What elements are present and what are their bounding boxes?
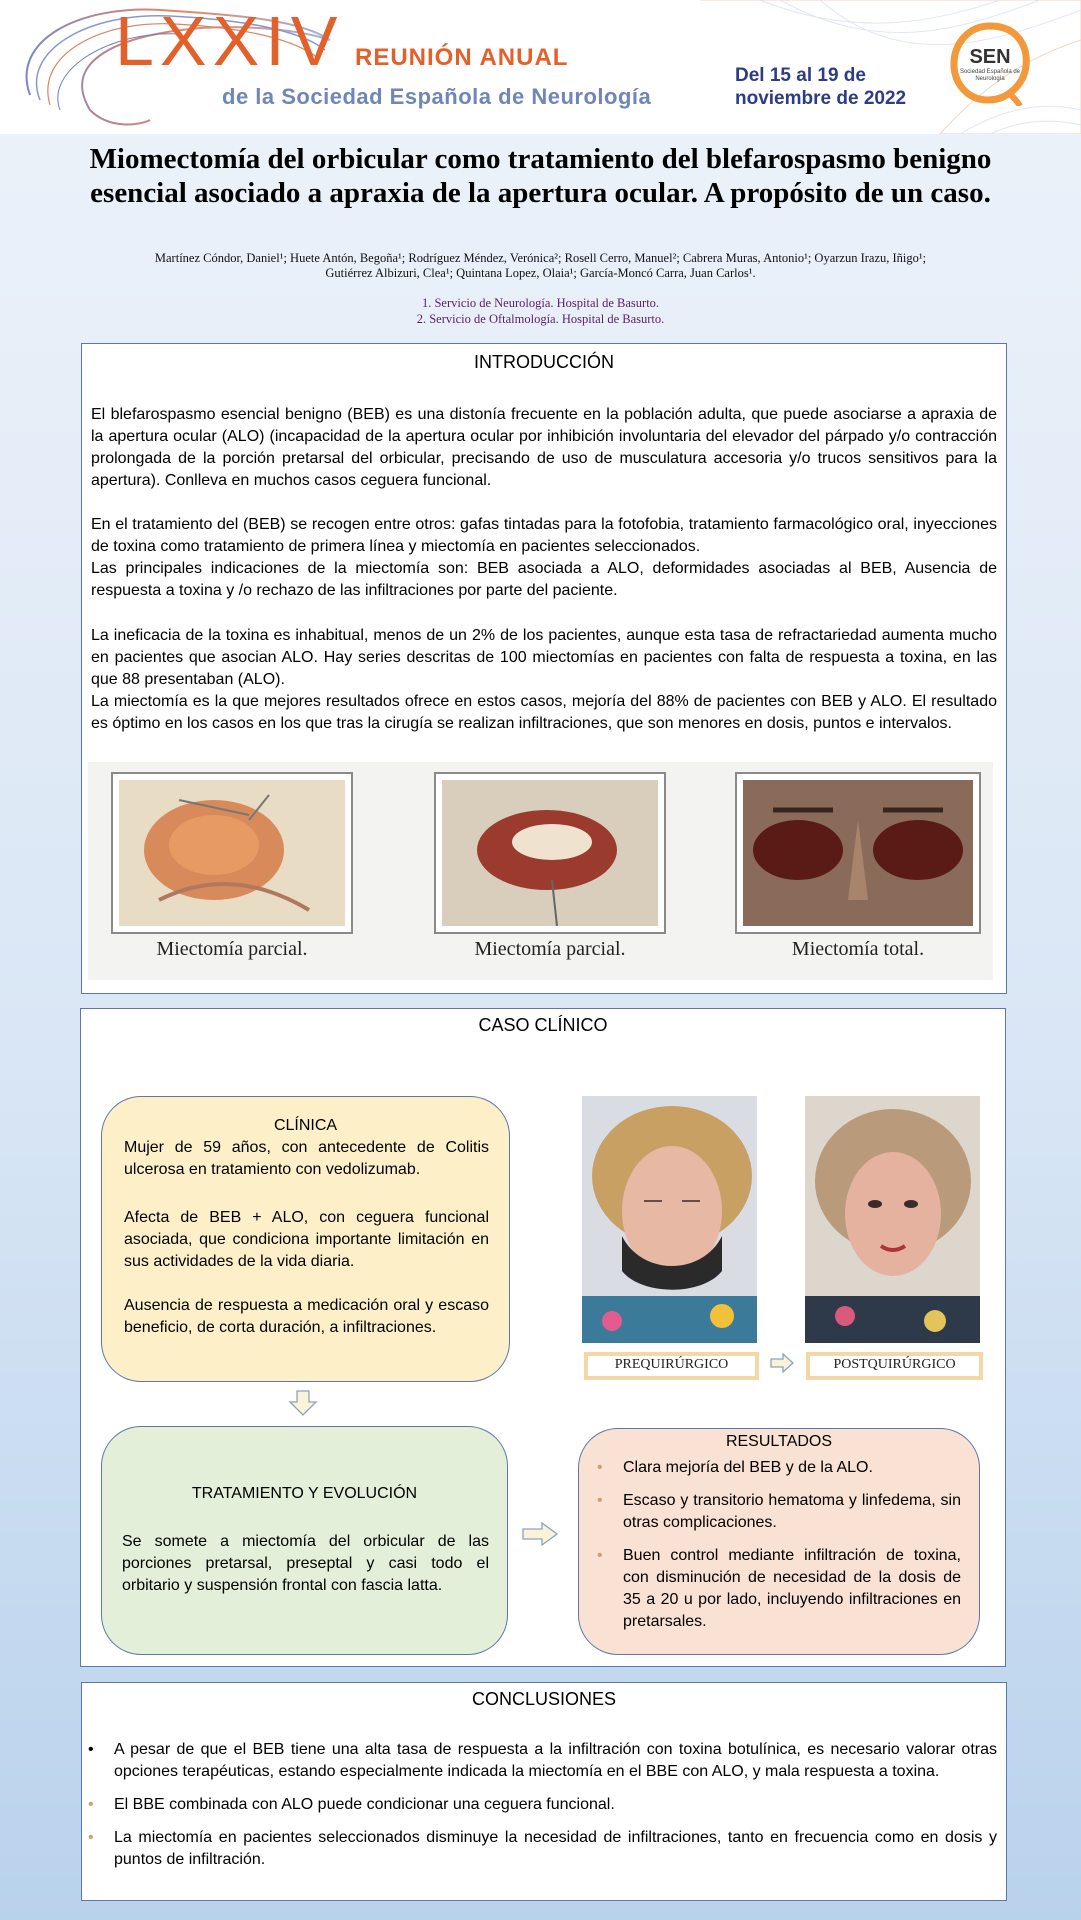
post-surgery-label: POSTQUIRÚRGICO xyxy=(806,1352,983,1380)
dates-line-2: noviembre de 2022 xyxy=(735,88,907,109)
arrow-down-icon xyxy=(288,1390,318,1416)
clinica-box xyxy=(101,1096,510,1382)
conclusion-item: • El BBE combinada con ALO puede condicionar una ceguera funcional. xyxy=(82,1794,997,1816)
intro-paragraph-2: En el tratamiento del (BEB) se recogen entre otros: gafas tintadas para la fotofobia, tratamiento farmacológico oral, inyecciones de toxina como tratamiento de primera línea y miectomía en pacientes seleccionados. xyxy=(91,516,997,555)
affiliation-2: 2. Servicio de Oftalmología. Hospital de Basurto. xyxy=(416,312,665,326)
conclusion-item: • A pesar de que el BEB tiene una alta tasa de respuesta a la infiltración con toxina botulínica, es necesario valorar otras opciones terapéuticas, estando especialmente indicada la miectomía en el BBE con ALO, y mala respuesta a toxina. xyxy=(82,1739,997,1783)
society-name: de la Sociedad Española de Neurología xyxy=(222,84,652,109)
dates-line-1: Del 15 al 19 de xyxy=(735,65,866,86)
sen-logo-text: SEN xyxy=(969,46,1011,68)
surgery-image-1 xyxy=(119,780,345,926)
surgery-caption-2: Miectomía parcial. xyxy=(474,938,626,960)
intro-paragraph-1: El blefarospasmo esencial benigno (BEB) es una distonía frecuente en la población adulta, que puede asociarse a apraxia de la apertura ocular (ALO) (incapacidad de la apertura ocular por inhibición involuntaria del elevador del párpado y/o contracción prolongada de la porción pretarsal del orbicular, precisando de uso de musculatura accesoria y/o trucos sensitivos para la apertura). Conlleva en muchos casos ceguera funcional. xyxy=(91,406,997,489)
surgery-photo-1 xyxy=(111,772,353,934)
authors xyxy=(90,251,991,281)
conclusions-panel xyxy=(81,1682,1007,1901)
header-banner xyxy=(0,0,1081,134)
resultado-item: • Buen control mediante infiltración de toxina, con disminución de necesidad de la dosis de 35 a 20 u por lado, incluyendo infiltraciones en pretarsales. xyxy=(591,1545,961,1633)
resultado-item: • Clara mejoría del BEB y de la ALO. xyxy=(591,1457,961,1479)
resultados-title: RESULTADOS xyxy=(725,1433,833,1450)
pre-surgery-photo xyxy=(582,1096,757,1343)
pre-surgery-portrait xyxy=(582,1096,757,1343)
meeting-title: REUNIÓN ANUAL xyxy=(355,44,569,71)
pre-surgery-label: PREQUIRÚRGICO xyxy=(584,1352,759,1380)
case-heading: CASO CLÍNICO xyxy=(478,1015,608,1035)
poster-title: Miomectomía del orbicular como tratamiento del blefarospasmo benigno esencial asociado a apraxia de la apertura ocular. A propósito de un caso. xyxy=(89,143,992,209)
tratamiento-box xyxy=(101,1426,508,1655)
clinica-title: CLÍNICA xyxy=(273,1117,338,1134)
conclusions-heading: CONCLUSIONES xyxy=(471,1689,617,1709)
surgery-caption-3: Miectomía total. xyxy=(791,938,925,960)
intro-paragraph-3: Las principales indicaciones de la miectomía son: BEB asociada a ALO, deformidades asociadas al BEB, Ausencia de respuesta a toxina y /o rechazo de las infiltraciones por parte del paciente. xyxy=(91,560,997,599)
authors-line-1: Martínez Cóndor, Daniel¹; Huete Antón, Begoña¹; Rodríguez Méndez, Verónica²; Rosell Cerro, Manuel²; Cabrera Muras, Antonio¹; Oyarzun Irazu, Iñigo¹; xyxy=(154,251,927,265)
resultados-list xyxy=(591,1457,961,1644)
arrow-right-icon-2 xyxy=(522,1522,558,1546)
meeting-dates xyxy=(735,64,935,110)
clinica-paragraph-3: Ausencia de respuesta a medicación oral y escaso beneficio, de corta duración, a infiltraciones. xyxy=(124,1297,489,1336)
intro-paragraph-5: La miectomía es la que mejores resultados ofrece en estos casos, mejoría del 88% de pacientes con BEB y ALO. El resultado es óptimo en los casos en los que tras la cirugía se realizan infiltraciones, que son menores en dosis, puntos e intervalos. xyxy=(91,693,997,732)
tratamiento-title: TRATAMIENTO Y EVOLUCIÓN xyxy=(191,1485,418,1502)
intro-heading: INTRODUCCIÓN xyxy=(474,352,614,372)
surgery-caption-1: Miectomía parcial. xyxy=(156,938,308,960)
intro-paragraph-4: La ineficacia de la toxina es inhabitual, menos de un 2% de los pacientes, aunque esta tasa de refractariedad aumenta mucho en pacientes que asocian ALO. Hay series descritas de 100 miectomías en pacientes con falta de respuesta a toxina, en las que 88 presentaban (ALO). xyxy=(91,627,997,688)
clinica-paragraph-2: Afecta de BEB + ALO, con ceguera funcional asociada, que condiciona importante limitación en sus actividades de la vida diaria. xyxy=(124,1209,489,1270)
tratamiento-text: Se somete a miectomía del orbicular de las porciones pretarsal, preseptal y casi todo el orbitario y suspensión frontal con fascia latta. xyxy=(122,1533,489,1594)
resultados-box xyxy=(578,1428,980,1655)
conclusions-list xyxy=(82,1739,997,1882)
conclusion-item: • La miectomía en pacientes seleccionados disminuye la necesidad de infiltraciones, tanto en frecuencia como en dosis y puntos de infiltración. xyxy=(82,1827,997,1871)
surgery-photos xyxy=(88,762,993,980)
edition-number: LXXIV xyxy=(115,2,344,80)
post-surgery-portrait xyxy=(805,1096,980,1343)
affiliations xyxy=(300,295,781,327)
sen-logo-subtitle: Sociedad Española de Neurología xyxy=(959,69,1021,82)
surgery-photo-3 xyxy=(735,772,981,934)
resultado-item: • Escaso y transitorio hematoma y linfedema, sin otras complicaciones. xyxy=(591,1490,961,1534)
authors-line-2: Gutiérrez Albizuri, Clea¹; Quintana Lopez, Olaia¹; García-Moncó Carra, Juan Carlos¹. xyxy=(325,266,756,280)
post-surgery-photo xyxy=(805,1096,980,1343)
surgery-image-2 xyxy=(442,780,658,926)
affiliation-1: 1. Servicio de Neurología. Hospital de Basurto. xyxy=(421,296,660,310)
surgery-image-3 xyxy=(743,780,973,926)
surgery-photo-2 xyxy=(434,772,666,934)
clinica-paragraph-1: Mujer de 59 años, con antecedente de Colitis ulcerosa en tratamiento con vedolizumab. xyxy=(124,1139,489,1178)
arrow-right-icon xyxy=(770,1353,794,1373)
